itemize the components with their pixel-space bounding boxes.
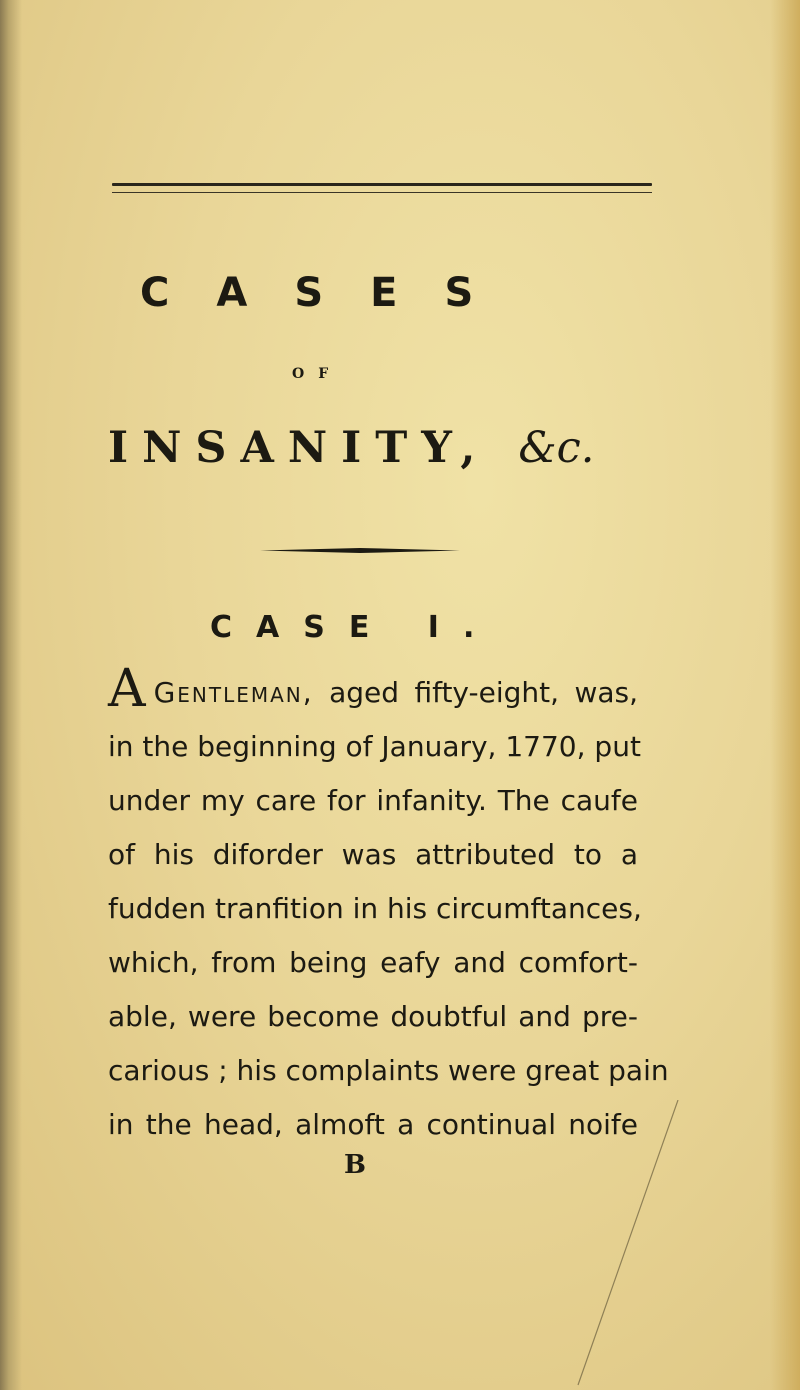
title-of: OF [292, 366, 343, 382]
case-heading: CASE I. [210, 610, 499, 645]
body-line: which, from being eafy and comfort- [108, 946, 638, 979]
title-etc: &c. [518, 423, 595, 473]
body-line: in the head, almoft a continual noife [108, 1108, 638, 1141]
signature-mark: B [344, 1150, 366, 1180]
spine-shadow [0, 0, 22, 1390]
first-line-rest: aged fifty-eight, was, [329, 676, 638, 709]
body-line: under my care for infanity. The caufe [108, 784, 638, 817]
body-line: carious ; his complaints were great pain [108, 1054, 669, 1087]
ornamental-rule [260, 548, 460, 553]
body-text [108, 659, 669, 1152]
pencil-mark [560, 1100, 700, 1390]
body-line: in the beginning of January, 1770, put [108, 730, 641, 763]
body-line: able, were become doubtful and pre- [108, 1000, 638, 1033]
title-subject: INSANITY, [108, 423, 490, 473]
drop-cap: A [108, 659, 146, 719]
top-rule-thick [112, 183, 652, 186]
page-edge [770, 0, 800, 1390]
body-line: of his diforder was attributed to a [108, 838, 638, 871]
top-rule-thin [112, 192, 652, 193]
body-line: fudden tranfition in his circumftances, [108, 892, 642, 925]
body-line-1 [108, 659, 638, 720]
first-word-smallcaps: Gentleman, [153, 676, 314, 709]
title-cases: CASES [140, 270, 521, 316]
title-insanity [108, 420, 594, 476]
